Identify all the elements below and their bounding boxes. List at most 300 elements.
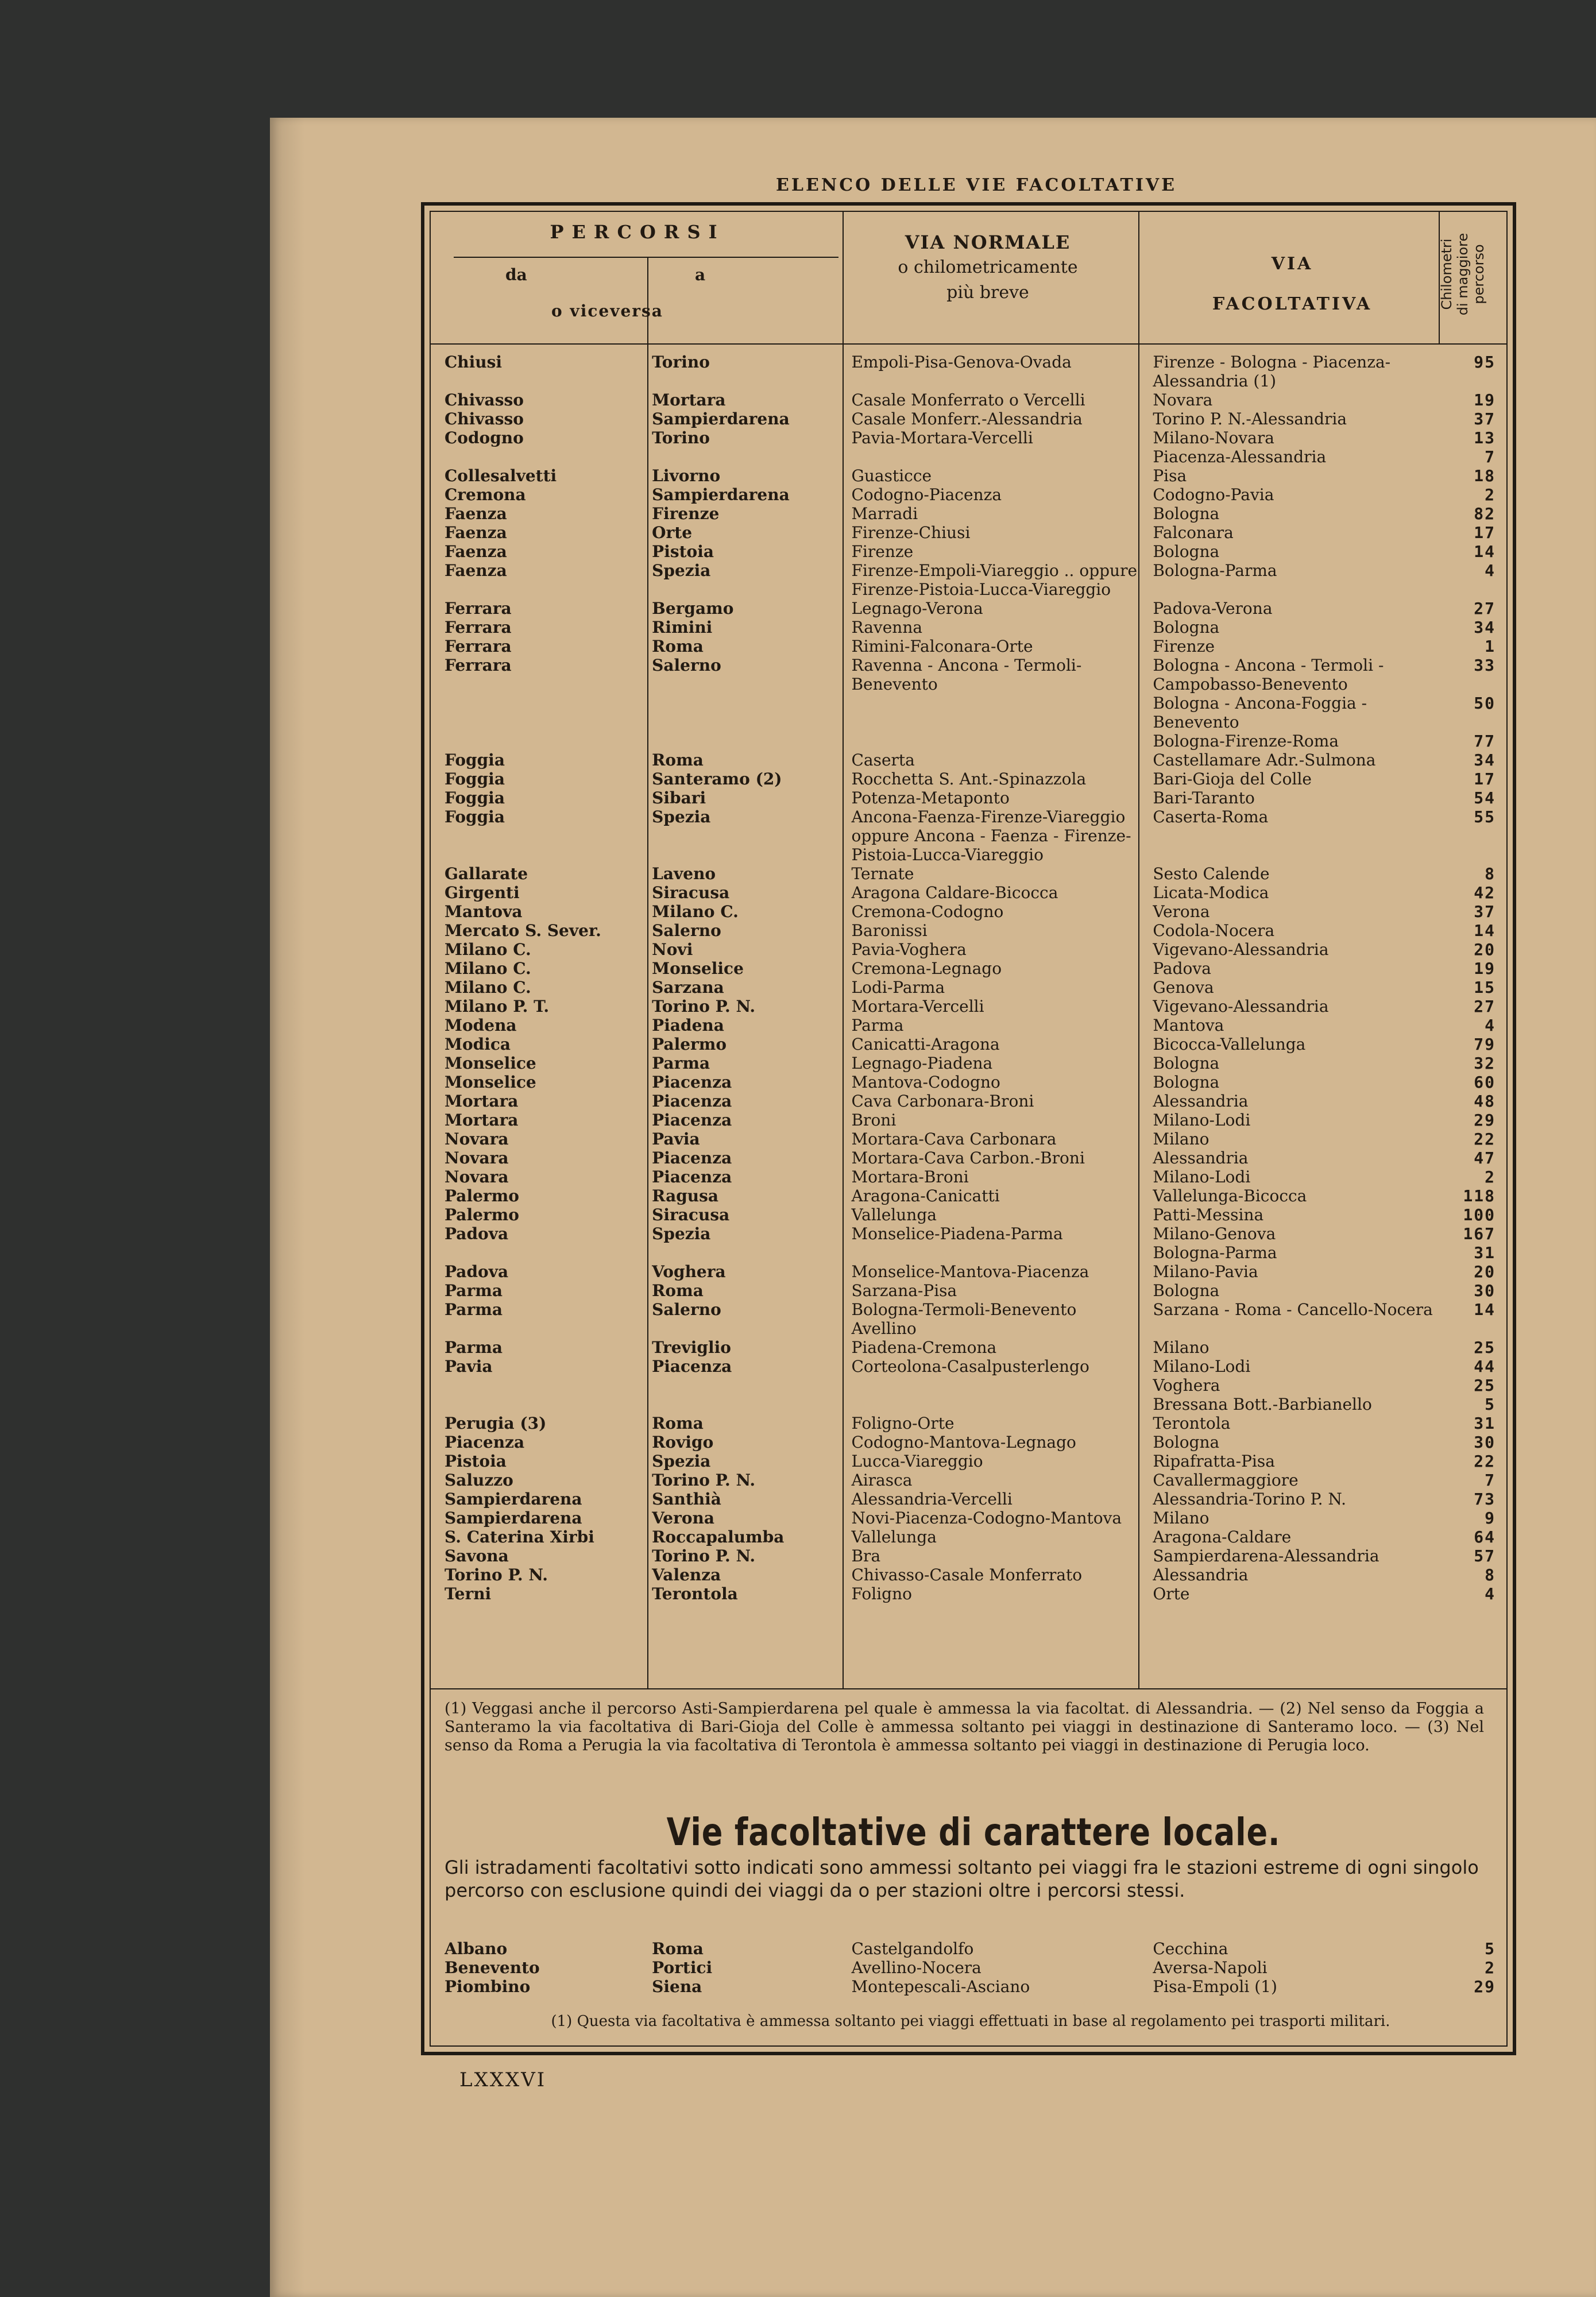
- cell-via-normale: Ravenna: [851, 618, 923, 637]
- cell-km: 29: [1474, 1977, 1496, 1996]
- cell-via-normale: Baronissi: [851, 921, 928, 940]
- cell-da: Monselice: [445, 1054, 536, 1073]
- cell-da: Ferrara: [445, 656, 512, 675]
- cell-da: Perugia (3): [445, 1414, 547, 1433]
- cell-da: Palermo: [445, 1186, 519, 1205]
- cell-a: Sampierdarena: [652, 409, 790, 428]
- cell-km: 18: [1474, 466, 1496, 485]
- cell-a: Roma: [652, 1939, 704, 1958]
- cell-da: Monselice: [445, 1073, 536, 1092]
- cell-da: Benevento: [445, 1958, 540, 1977]
- cell-km: 82: [1474, 504, 1496, 523]
- cell-km: 167: [1463, 1224, 1496, 1243]
- cell-da: Saluzzo: [445, 1471, 513, 1490]
- cell-da: Ferrara: [445, 599, 512, 618]
- cell-a: Torino P. N.: [652, 997, 756, 1016]
- cell-via-normale: Monselice-Mantova-Piacenza: [851, 1262, 1089, 1281]
- cell-via-facoltativa: Mantova: [1153, 1016, 1224, 1035]
- cell-da: Girgenti: [445, 883, 520, 902]
- table-row: [445, 1376, 1495, 1395]
- cell-via-normale: Pavia-Voghera: [851, 940, 967, 959]
- cell-km: 30: [1474, 1281, 1496, 1300]
- table-row: [445, 1035, 1495, 1054]
- cell-km: 42: [1474, 883, 1496, 902]
- cell-km: 31: [1474, 1243, 1496, 1262]
- cell-via-normale: Vallelunga: [851, 1528, 937, 1546]
- cell-a: Santhià: [652, 1490, 721, 1509]
- cell-via-facoltativa: Padova: [1153, 959, 1211, 978]
- cell-via-facoltativa: Vallelunga-Bicocca: [1153, 1186, 1307, 1205]
- cell-via-facoltativa: Sampierdarena-Alessandria: [1153, 1546, 1379, 1565]
- cell-via-normale: [844, 694, 1146, 732]
- cell-km: 55: [1474, 807, 1496, 826]
- cell-da: [445, 1376, 644, 1395]
- cell-via-facoltativa: Pisa: [1153, 466, 1187, 485]
- cell-da: Parma: [445, 1338, 503, 1357]
- cell-via-normale: Bra: [851, 1546, 881, 1565]
- table-row: [445, 523, 1495, 542]
- cell-via-facoltativa: Bologna-Parma: [1153, 1243, 1277, 1262]
- cell-via-facoltativa: Milano-Lodi: [1153, 1167, 1251, 1186]
- table-bottom-rule: [430, 1688, 1508, 1689]
- table-row: [445, 1262, 1495, 1281]
- cell-km: 27: [1474, 997, 1496, 1016]
- table-row: [445, 485, 1495, 504]
- cell-da: Milano C.: [445, 959, 531, 978]
- cell-da: Modica: [445, 1035, 511, 1054]
- table-row: [445, 1111, 1495, 1130]
- cell-km: 48: [1474, 1092, 1496, 1111]
- cell-via-normale: [844, 1395, 1146, 1414]
- cell-da: [445, 1243, 644, 1262]
- header-km-1: Chilometri: [1439, 238, 1455, 310]
- cell-km: 14: [1474, 921, 1496, 940]
- cell-a: Torino: [652, 353, 710, 372]
- table-row: [445, 940, 1495, 959]
- cell-da: Mantova: [445, 902, 523, 921]
- local-footnote: (1) Questa via facoltativa è ammessa soltanto pei viaggi effettuati in base al regolamento pei trasporti militari.: [551, 2013, 1390, 2030]
- cell-via-facoltativa: Bologna - Ancona - Termoli - Campobasso-Benevento: [1153, 656, 1384, 694]
- cell-km: 4: [1485, 1584, 1496, 1603]
- cell-da: Torino P. N.: [445, 1565, 548, 1584]
- cell-da: Chiusi: [445, 353, 503, 372]
- table-row: [445, 390, 1495, 409]
- cell-a: Portici: [652, 1958, 713, 1977]
- cell-da: Parma: [445, 1281, 503, 1300]
- table-row: [445, 1414, 1495, 1433]
- cell-via-facoltativa: Novara: [1153, 390, 1213, 409]
- cell-via-normale: Novi-Piacenza-Codogno-Mantova: [851, 1509, 1122, 1528]
- cell-a: Piacenza: [652, 1073, 732, 1092]
- cell-a: Rovigo: [652, 1433, 714, 1452]
- cell-via-normale: Broni: [851, 1111, 896, 1130]
- cell-via-facoltativa: Vigevano-Alessandria: [1153, 997, 1329, 1016]
- cell-da: Gallarate: [445, 864, 528, 883]
- cell-via-normale: Mortara-Cava Carbon.-Broni: [851, 1148, 1085, 1167]
- cell-via-facoltativa: Verona: [1153, 902, 1210, 921]
- cell-via-facoltativa: Firenze - Bologna - Piacenza-Alessandria (1): [1153, 353, 1391, 390]
- cell-via-facoltativa: Bologna: [1153, 504, 1220, 523]
- table-row: [445, 353, 1495, 390]
- routes-table: [445, 353, 1495, 1603]
- cell-km: 5: [1485, 1395, 1496, 1414]
- table-row: [445, 1565, 1495, 1584]
- percorsi-rule: [454, 257, 838, 258]
- cell-km: 19: [1474, 959, 1496, 978]
- table-row: [445, 561, 1495, 599]
- cell-via-facoltativa: Alessandria: [1153, 1092, 1249, 1111]
- cell-da: Palermo: [445, 1205, 519, 1224]
- cell-via-facoltativa: Caserta-Roma: [1153, 807, 1269, 826]
- cell-via-normale: Canicatti-Aragona: [851, 1035, 1000, 1054]
- table-row: [445, 807, 1495, 864]
- cell-da: Milano P. T.: [445, 997, 550, 1016]
- header-via-normale: [844, 230, 1131, 306]
- cell-via-facoltativa: Milano-Genova: [1153, 1224, 1276, 1243]
- cell-da: Piombino: [445, 1977, 531, 1996]
- cell-km: 32: [1474, 1054, 1496, 1073]
- cell-a: [644, 1243, 844, 1262]
- table-row: [445, 599, 1495, 618]
- table-row: [445, 732, 1495, 751]
- cell-via-facoltativa: Bologna-Parma: [1153, 561, 1277, 580]
- table-row: [445, 1338, 1495, 1357]
- cell-via-normale: Mortara-Cava Carbonara: [851, 1130, 1057, 1148]
- cell-km: 4: [1485, 561, 1496, 580]
- table-row: [445, 694, 1495, 732]
- table-row: [445, 409, 1495, 428]
- cell-via-facoltativa: Padova-Verona: [1153, 599, 1273, 618]
- table-row: [445, 618, 1495, 637]
- cell-km: 13: [1474, 428, 1496, 447]
- cell-via-normale: Firenze-Chiusi: [851, 523, 971, 542]
- col-divider-1: [843, 211, 844, 344]
- cell-via-facoltativa: Milano-Pavia: [1153, 1262, 1258, 1281]
- cell-via-normale: Mantova-Codogno: [851, 1073, 1000, 1092]
- page-number: LXXXVI: [459, 2068, 547, 2091]
- cell-via-facoltativa: Milano: [1153, 1338, 1209, 1357]
- cell-a: Voghera: [652, 1262, 726, 1281]
- cell-via-facoltativa: Milano-Lodi: [1153, 1111, 1251, 1130]
- cell-km: 34: [1474, 751, 1496, 769]
- cell-via-facoltativa: Licata-Modica: [1153, 883, 1269, 902]
- cell-via-normale: Rimini-Falconara-Orte: [851, 637, 1033, 656]
- cell-via-facoltativa: Bressana Bott.-Barbianello: [1153, 1395, 1372, 1414]
- cell-a: Orte: [652, 523, 693, 542]
- cell-km: 20: [1474, 940, 1496, 959]
- table-row: [445, 1300, 1495, 1338]
- cell-via-normale: Marradi: [851, 504, 918, 523]
- cell-via-normale: Caserta: [851, 751, 915, 769]
- cell-km: 47: [1474, 1148, 1496, 1167]
- table-row: [445, 656, 1495, 694]
- cell-a: Mortara: [652, 390, 726, 409]
- cell-via-facoltativa: Bologna: [1153, 618, 1220, 637]
- cell-km: 22: [1474, 1452, 1496, 1471]
- da-a-divider: [647, 257, 648, 344]
- cell-via-normale: Airasca: [851, 1471, 913, 1490]
- header-a: a: [695, 265, 706, 284]
- table-row: [445, 902, 1495, 921]
- cell-da: S. Caterina Xirbi: [445, 1528, 594, 1546]
- cell-via-facoltativa: Piacenza-Alessandria: [1153, 447, 1327, 466]
- table-row: [445, 1584, 1495, 1603]
- cell-km: 29: [1474, 1111, 1496, 1130]
- table-row: [445, 864, 1495, 883]
- cell-km: 8: [1485, 864, 1496, 883]
- cell-a: Santeramo (2): [652, 769, 782, 788]
- cell-via-facoltativa: Sesto Calende: [1153, 864, 1270, 883]
- cell-a: Salerno: [652, 1300, 721, 1319]
- cell-a: Siracusa: [652, 883, 730, 902]
- cell-da: Chivasso: [445, 390, 524, 409]
- cell-via-facoltativa: Genova: [1153, 978, 1214, 997]
- cell-km: 7: [1485, 447, 1496, 466]
- cell-via-facoltativa: Pisa-Empoli (1): [1153, 1977, 1277, 1996]
- cell-da: Sampierdarena: [445, 1490, 582, 1509]
- cell-via-normale: Foligno: [851, 1584, 912, 1603]
- header-km-3: percorso: [1471, 244, 1487, 304]
- cell-da: Foggia: [445, 807, 505, 826]
- cell-da: Codogno: [445, 428, 524, 447]
- cell-via-facoltativa: Bari-Taranto: [1153, 788, 1255, 807]
- cell-da: Mortara: [445, 1092, 519, 1111]
- cell-via-normale: Foligno-Orte: [851, 1414, 954, 1433]
- cell-via-normale: Parma: [851, 1016, 904, 1035]
- cell-a: Monselice: [652, 959, 744, 978]
- table-row: [445, 1357, 1495, 1376]
- cell-a: Roma: [652, 637, 704, 656]
- cell-km: 33: [1474, 656, 1496, 675]
- cell-da: [445, 447, 644, 466]
- table-row: [445, 1452, 1495, 1471]
- cell-a: Spezia: [652, 561, 711, 580]
- cell-km: 34: [1474, 618, 1496, 637]
- cell-km: 4: [1485, 1016, 1496, 1035]
- cell-km: 1: [1485, 637, 1496, 656]
- cell-da: Parma: [445, 1300, 503, 1319]
- local-routes-table: [445, 1939, 1495, 1996]
- cell-a: [644, 732, 844, 751]
- cell-da: Mortara: [445, 1111, 519, 1130]
- cell-via-facoltativa: Voghera: [1153, 1376, 1220, 1395]
- cell-via-facoltativa: Alessandria: [1153, 1565, 1249, 1584]
- cell-via-normale: Ravenna - Ancona - Termoli-Benevento: [851, 656, 1082, 694]
- cell-km: 77: [1474, 732, 1496, 751]
- cell-a: Pavia: [652, 1130, 700, 1148]
- cell-da: Pavia: [445, 1357, 493, 1376]
- cell-a: Sibari: [652, 788, 706, 807]
- cell-da: Faenza: [445, 523, 507, 542]
- cell-da: Mercato S. Sever.: [445, 921, 601, 940]
- table-row: [445, 1939, 1495, 1958]
- cell-da: Ferrara: [445, 637, 512, 656]
- cell-via-normale: Legnago-Piadena: [851, 1054, 993, 1073]
- cell-via-facoltativa: Castellamare Adr.-Sulmona: [1153, 751, 1376, 769]
- header-via-facoltativa: [1140, 244, 1444, 324]
- cell-km: 14: [1474, 542, 1496, 561]
- header-viceversa: o viceversa: [551, 301, 663, 320]
- cell-via-facoltativa: Milano: [1153, 1130, 1209, 1148]
- cell-via-normale: [844, 1243, 1146, 1262]
- table-row: [445, 883, 1495, 902]
- header-km: [1439, 212, 1508, 336]
- header-via-facoltativa-2: FACOLTATIVA: [1212, 294, 1373, 314]
- cell-da: Novara: [445, 1148, 509, 1167]
- cell-via-normale: Firenze-Empoli-Viareggio .. oppure Firenze-Pistoia-Lucca-Viareggio: [851, 561, 1138, 599]
- cell-via-normale: Cava Carbonara-Broni: [851, 1092, 1034, 1111]
- cell-a: Piacenza: [652, 1357, 732, 1376]
- cell-via-normale: Pavia-Mortara-Vercelli: [851, 428, 1033, 447]
- header-km-2: di maggiore: [1455, 233, 1471, 316]
- cell-km: 31: [1474, 1414, 1496, 1433]
- cell-a: Spezia: [652, 1224, 711, 1243]
- cell-via-normale: Monselice-Piadena-Parma: [851, 1224, 1063, 1243]
- cell-via-normale: Aragona Caldare-Bicocca: [851, 883, 1058, 902]
- cell-km: 25: [1474, 1338, 1496, 1357]
- cell-da: Foggia: [445, 788, 505, 807]
- table-row: [445, 1281, 1495, 1300]
- header-da: da: [505, 265, 527, 284]
- cell-km: 5: [1485, 1939, 1496, 1958]
- cell-a: Livorno: [652, 466, 721, 485]
- cell-da: Novara: [445, 1130, 509, 1148]
- cell-via-facoltativa: Firenze: [1153, 637, 1215, 656]
- cell-a: [644, 1395, 844, 1414]
- table-row: [445, 447, 1495, 466]
- cell-da: [445, 1395, 644, 1414]
- header-via-normale-sub1: o chilometricamente: [898, 257, 1078, 277]
- cell-da: Milano C.: [445, 978, 531, 997]
- cell-via-normale: Firenze: [851, 542, 914, 561]
- cell-via-facoltativa: Bologna: [1153, 1073, 1220, 1092]
- cell-via-normale: Potenza-Metaponto: [851, 788, 1010, 807]
- cell-a: Piadena: [652, 1016, 724, 1035]
- cell-via-normale: Ancona-Faenza-Firenze-Viareggio oppure Ancona - Faenza - Firenze-Pistoia-Lucca-Viareggio: [851, 807, 1131, 864]
- cell-via-normale: Cremona-Codogno: [851, 902, 1004, 921]
- table-row: [445, 1490, 1495, 1509]
- cell-a: Firenze: [652, 504, 720, 523]
- cell-a: Salerno: [652, 656, 721, 675]
- table-row: [445, 1130, 1495, 1148]
- cell-via-normale: Casale Monferr.-Alessandria: [851, 409, 1083, 428]
- cell-a: Torino P. N.: [652, 1546, 756, 1565]
- cell-via-facoltativa: Vigevano-Alessandria: [1153, 940, 1329, 959]
- cell-via-facoltativa: Milano-Lodi: [1153, 1357, 1251, 1376]
- table-row: [445, 1471, 1495, 1490]
- cell-via-normale: Bologna-Termoli-Benevento Avellino: [851, 1300, 1077, 1338]
- cell-via-normale: Mortara-Broni: [851, 1167, 969, 1186]
- table-row: [445, 637, 1495, 656]
- table-row: [445, 1186, 1495, 1205]
- cell-da: Terni: [445, 1584, 492, 1603]
- cell-via-facoltativa: Aversa-Napoli: [1153, 1958, 1267, 1977]
- cell-km: 27: [1474, 599, 1496, 618]
- cell-da: Padova: [445, 1224, 509, 1243]
- cell-via-facoltativa: Bologna - Ancona-Foggia - Benevento: [1153, 694, 1367, 732]
- cell-da: Milano C.: [445, 940, 531, 959]
- table-row: [445, 978, 1495, 997]
- cell-via-normale: Sarzana-Pisa: [851, 1281, 957, 1300]
- cell-via-normale: Aragona-Canicatti: [851, 1186, 1000, 1205]
- table-row: [445, 1958, 1495, 1977]
- cell-km: 25: [1474, 1376, 1496, 1395]
- cell-a: Piacenza: [652, 1092, 732, 1111]
- cell-km: 37: [1474, 409, 1496, 428]
- cell-a: Ragusa: [652, 1186, 719, 1205]
- cell-via-facoltativa: Sarzana - Roma - Cancello-Nocera: [1153, 1300, 1433, 1319]
- table-row: [445, 1073, 1495, 1092]
- cell-a: Roma: [652, 1281, 704, 1300]
- cell-via-normale: Piadena-Cremona: [851, 1338, 997, 1357]
- cell-km: 37: [1474, 902, 1496, 921]
- cell-km: 118: [1463, 1186, 1496, 1205]
- page-edge-shadow: [270, 118, 304, 2297]
- cell-da: Pistoia: [445, 1452, 507, 1471]
- cell-km: 73: [1474, 1490, 1496, 1509]
- cell-da: Chivasso: [445, 409, 524, 428]
- table-row: [445, 769, 1495, 788]
- cell-via-facoltativa: Bologna-Firenze-Roma: [1153, 732, 1339, 751]
- cell-via-normale: Rocchetta S. Ant.-Spinazzola: [851, 769, 1087, 788]
- cell-km: 64: [1474, 1528, 1496, 1546]
- table-row: [445, 504, 1495, 523]
- cell-km: 19: [1474, 390, 1496, 409]
- cell-via-facoltativa: Bologna: [1153, 1281, 1220, 1300]
- cell-via-normale: Vallelunga: [851, 1205, 937, 1224]
- cell-via-normale: Codogno-Piacenza: [851, 485, 1002, 504]
- cell-km: 2: [1485, 485, 1496, 504]
- cell-via-facoltativa: Alessandria: [1153, 1148, 1249, 1167]
- cell-km: 60: [1474, 1073, 1496, 1092]
- cell-a: Laveno: [652, 864, 716, 883]
- local-section-text: Gli istradamenti facoltativi sotto indicati sono ammessi soltanto pei viaggi fra le stazioni estreme di ogni singolo percorso con esclusione quindi dei viaggi da o per stazioni oltre i percorsi stessi.: [445, 1857, 1479, 1901]
- cell-km: 57: [1474, 1546, 1496, 1565]
- cell-via-normale: Empoli-Pisa-Genova-Ovada: [851, 353, 1072, 372]
- cell-a: Valenza: [652, 1565, 721, 1584]
- cell-via-facoltativa: Codogno-Pavia: [1153, 485, 1274, 504]
- table-row: [445, 1977, 1495, 1996]
- cell-da: Faenza: [445, 542, 507, 561]
- cell-da: Piacenza: [445, 1433, 525, 1452]
- cell-a: Spezia: [652, 1452, 711, 1471]
- cell-via-normale: Corteolona-Casalpusterlengo: [851, 1357, 1089, 1376]
- local-section-title: Vie facoltative di carattere locale.: [666, 1810, 1281, 1854]
- cell-km: 100: [1463, 1205, 1496, 1224]
- cell-da: Faenza: [445, 561, 507, 580]
- cell-da: Ferrara: [445, 618, 512, 637]
- cell-a: Terontola: [652, 1584, 738, 1603]
- table-row: [445, 788, 1495, 807]
- cell-a: Roma: [652, 751, 704, 769]
- cell-km: 79: [1474, 1035, 1496, 1054]
- cell-via-facoltativa: Milano-Novara: [1153, 428, 1274, 447]
- cell-km: 17: [1474, 523, 1496, 542]
- cell-a: Treviglio: [652, 1338, 731, 1357]
- cell-km: 20: [1474, 1262, 1496, 1281]
- table-row: [445, 466, 1495, 485]
- cell-km: 22: [1474, 1130, 1496, 1148]
- cell-via-normale: Codogno-Mantova-Legnago: [851, 1433, 1076, 1452]
- table-row: [445, 1243, 1495, 1262]
- table-row: [445, 1016, 1495, 1035]
- cell-da: Modena: [445, 1016, 517, 1035]
- table-row: [445, 542, 1495, 561]
- cell-via-normale: [844, 447, 1146, 466]
- cell-km: 14: [1474, 1300, 1496, 1319]
- header-percorsi: PERCORSI: [550, 221, 725, 243]
- cell-km: 44: [1474, 1357, 1496, 1376]
